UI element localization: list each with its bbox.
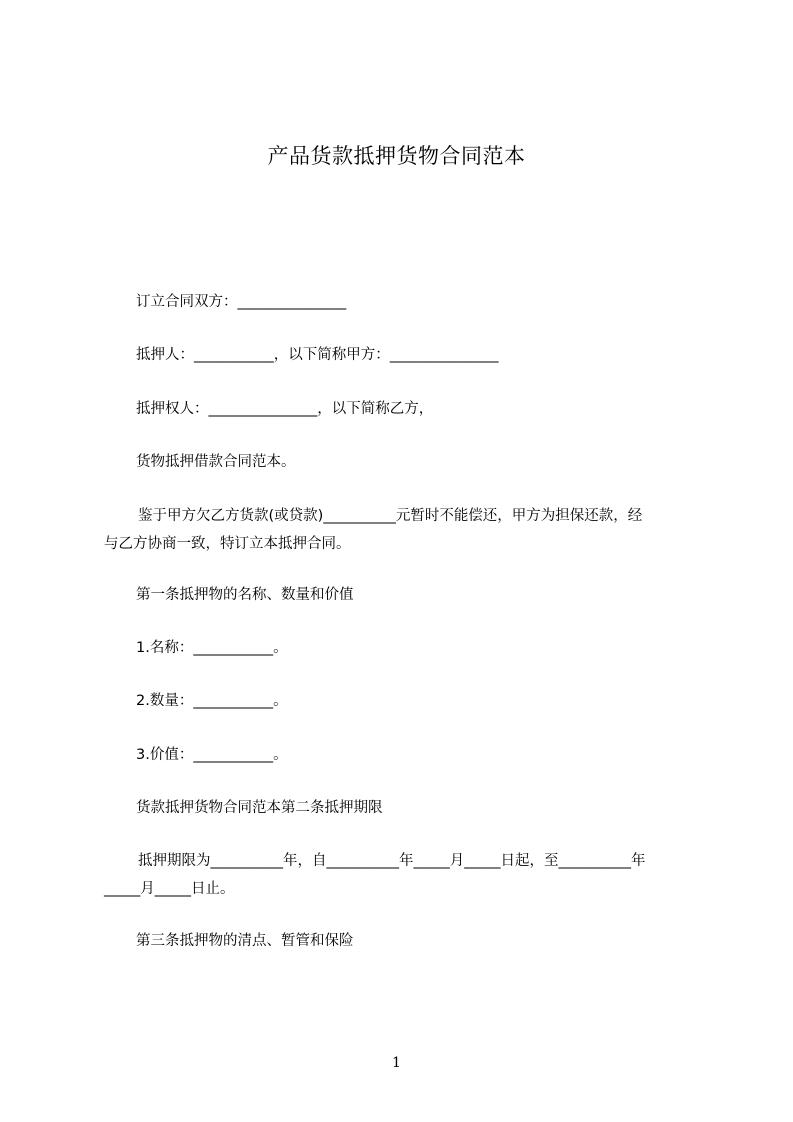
page-number: 1: [392, 1055, 401, 1071]
preamble-paragraph: [104, 506, 704, 554]
mortgagor-line: 抵押人：___________，以下简称甲方：_______________: [136, 347, 499, 363]
contract-parties-line: 订立合同双方：_______________: [136, 294, 347, 310]
contract-subtitle: 货物抵押借款合同范本。: [136, 454, 296, 470]
preamble-line-2: 与乙方协商一致，特订立本抵押合同。: [104, 536, 351, 552]
term-line-1: 抵押期限为__________年，自__________年_____月_____日起，至__________年: [138, 853, 646, 869]
mortgagee-line: 抵押权人：_______________，以下简称乙方，: [136, 401, 434, 417]
item-quantity-line: 2.数量：___________。: [136, 693, 288, 709]
term-paragraph: [104, 851, 704, 899]
document-title: 产品货款抵押货物合同范本: [267, 144, 526, 168]
article-2-heading: 货款抵押货物合同范本第二条抵押期限: [136, 800, 383, 816]
article-3-heading: 第三条抵押物的清点、暂管和保险: [136, 933, 354, 949]
article-1-heading: 第一条抵押物的名称、数量和价值: [136, 587, 354, 603]
item-name-line: 1.名称：___________。: [136, 640, 288, 656]
preamble-line-1: 鉴于甲方欠乙方货款(或贷款)__________元暂时不能偿还，甲方为担保还款，经: [138, 508, 643, 524]
term-line-2: _____月_____日止。: [104, 881, 235, 897]
item-value-line: 3.价值：___________。: [136, 747, 288, 763]
